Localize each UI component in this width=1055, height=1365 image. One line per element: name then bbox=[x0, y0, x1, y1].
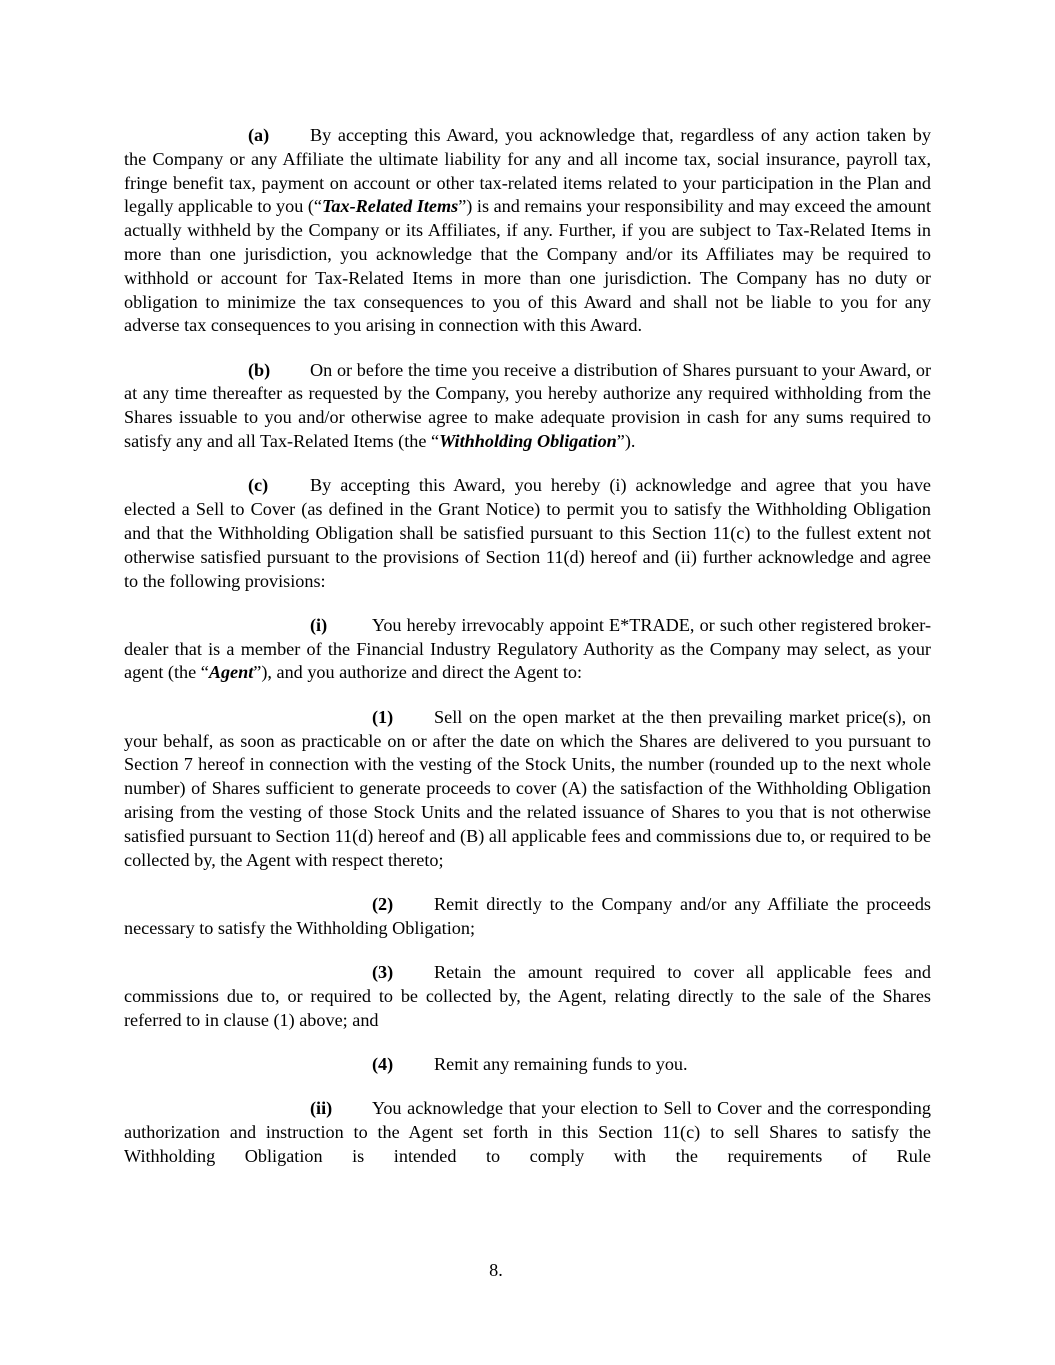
paragraph-text: Sell on the open market at the then prevailing market price(s), on your behalf, as soon as practicable on or after the date on which the Shares are delivered to you pursuant to Section 7 hereof in connection with the vesting of the Stock Units, the number (rounded up to the next whole number) of Shares sufficient to generate proceeds to cover (A) the satisfaction of the Withholding Obligation arising from the vesting of those Stock Units and the related issuance of Shares to you that is not otherwise satisfied pursuant to Section 11(d) hereof and (B) all applicable fees and commissions due to, or required to be collected by, the Agent with respect thereto; bbox=[124, 706, 931, 870]
page-number: 8. bbox=[489, 1260, 503, 1280]
paragraph-label: (4) bbox=[372, 1053, 394, 1074]
paragraph-text: Retain the amount required to cover all applicable fees and commissions due to, or required to be collected by, the Agent, relating directly to the sale of the Shares referred to in clause (1) above; and bbox=[124, 961, 931, 1030]
paragraph-text: By accepting this Award, you hereby (i) acknowledge and agree that you have elected a Sell to Cover (as defined in the Grant Notice) to permit you to satisfy the Withholding Obligation and that the Withholding Obligation shall be satisfied pursuant to this Section 11(c) to the fullest extent not otherwise satisfied pursuant to the provisions of Section 11(d) hereof and (ii) further acknowledge and agree to the following provisions: bbox=[124, 475, 931, 591]
paragraph-label: (1) bbox=[372, 706, 394, 727]
paragraph-c-i-1 bbox=[124, 706, 931, 873]
paragraph-text: You hereby irrevocably appoint E*TRADE, or such other registered broker-dealer that is a member of the Financial Industry Regulatory Authority as the Company may select, as your agent (the “ bbox=[124, 614, 931, 683]
paragraph-label: (a) bbox=[248, 125, 270, 145]
paragraph-label: (2) bbox=[372, 893, 394, 914]
paragraph-label: (3) bbox=[372, 961, 394, 982]
defined-term: Withholding Obligation bbox=[439, 431, 617, 452]
paragraph-text: On or before the time you receive a distribution of Shares pursuant to your Award, or at any time thereafter as requested by the Company, you hereby authorize any required withholding from the Shares issuable to you and/or otherwise agree to make adequate provision in cash for any sums required to satisfy any and all Tax-Related Items (the “ bbox=[124, 359, 931, 452]
paragraph-label: (i) bbox=[310, 614, 328, 635]
paragraph-c-ii bbox=[124, 1097, 931, 1168]
paragraph-label: (c) bbox=[248, 475, 269, 496]
paragraph-c-i-2 bbox=[124, 893, 931, 941]
paragraph-text: ”). bbox=[616, 431, 636, 452]
paragraph-text: Remit any remaining funds to you. bbox=[434, 1053, 688, 1074]
paragraph-c-i-3 bbox=[124, 961, 931, 1032]
paragraph-text: Remit directly to the Company and/or any Affiliate the proceeds necessary to satisfy the Withholding Obligation; bbox=[124, 893, 931, 938]
paragraph-a bbox=[124, 124, 931, 338]
defined-term: Agent bbox=[208, 662, 254, 683]
paragraph-b bbox=[124, 359, 931, 454]
paragraph-text: ”), and you authorize and direct the Agent to: bbox=[253, 662, 583, 683]
paragraph-text: By accepting this Award, you acknowledge that, regardless of any action taken by the Company or any Affiliate the ultimate liability for any and all income tax, social insurance, payroll tax, fringe benefit tax, payment on account or other tax-related items related to your participation in the Plan and legally applicable to you (“ bbox=[124, 125, 931, 217]
defined-term: Tax-Related Items bbox=[321, 196, 459, 217]
paragraph-c-i-4 bbox=[124, 1053, 931, 1077]
document-page bbox=[124, 124, 931, 1189]
paragraph-text: ”) is and remains your responsibility and may exceed the amount actually withheld by the Company or its Affiliates, if any. Further, if you are subject to Tax-Related Items in more than one jurisdiction, you acknowledge that the Company and/or its Affiliates may be required to withhold or account for Tax-Related Items in more than one jurisdiction. The Company has no duty or obligation to minimize the tax consequences to you of this Award and shall not be liable to you for any adverse tax consequences to you arising in connection with this Award. bbox=[124, 196, 931, 336]
paragraph-c-i bbox=[124, 614, 931, 685]
paragraph-text: You acknowledge that your election to Sell to Cover and the corresponding authorization and instruction to the Agent set forth in this Section 11(c) to sell Shares to satisfy the Withholding Obligation is intended to comply with the requirements of Rule bbox=[124, 1098, 931, 1166]
paragraph-c bbox=[124, 474, 931, 593]
paragraph-label: (ii) bbox=[310, 1098, 333, 1119]
paragraph-label: (b) bbox=[248, 359, 271, 380]
